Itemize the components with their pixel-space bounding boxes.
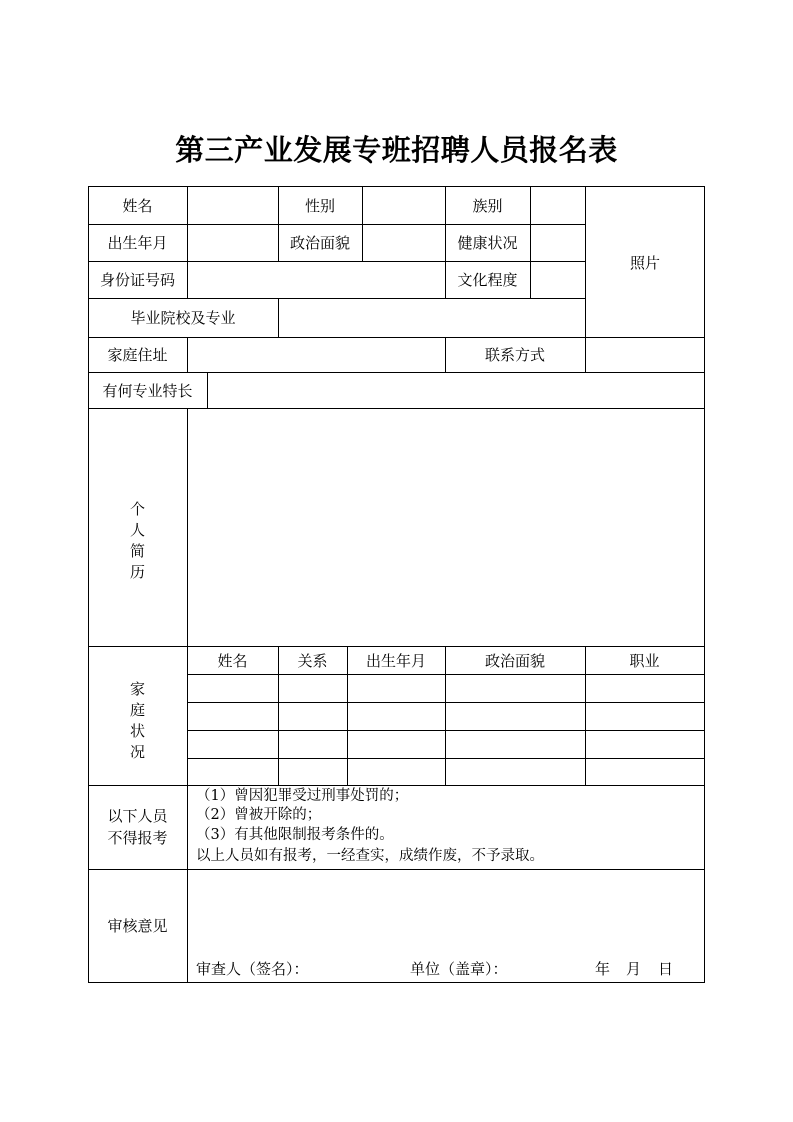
form-title: 第三产业发展专班招聘人员报名表 xyxy=(175,133,618,167)
review-year: 年 xyxy=(595,960,611,978)
family-col-relation: 关系 xyxy=(297,651,328,670)
resume-label-char: 人 xyxy=(129,521,145,539)
id-number-label: 身份证号码 xyxy=(99,271,175,289)
restriction-item: （3）有其他限制报考条件的。 xyxy=(196,827,394,843)
review-input[interactable] xyxy=(188,870,704,950)
family-row[interactable] xyxy=(188,675,704,702)
family-row[interactable] xyxy=(188,759,704,785)
table-border-right xyxy=(704,186,705,983)
review-day: 日 xyxy=(658,960,674,978)
birth-input[interactable] xyxy=(188,225,278,261)
contact-input[interactable] xyxy=(586,338,704,372)
restriction-note: 以上人员如有报考，一经查实，成绩作废，不予录取。 xyxy=(196,848,544,864)
education-label: 文化程度 xyxy=(457,271,518,289)
family-col-political: 政治面貌 xyxy=(484,651,545,670)
specialty-label: 有何专业特长 xyxy=(102,381,193,400)
ethnicity-label: 族别 xyxy=(472,196,503,215)
contact-label: 联系方式 xyxy=(484,346,545,364)
address-input[interactable] xyxy=(188,338,445,372)
gender-input[interactable] xyxy=(363,187,445,224)
resume-label-char: 个 xyxy=(129,500,145,518)
school-major-label: 毕业院校及专业 xyxy=(130,309,236,327)
address-label: 家庭住址 xyxy=(107,346,168,364)
review-month: 月 xyxy=(626,960,642,978)
restriction-item: （1）曾因犯罪受过刑事处罚的； xyxy=(196,788,409,804)
education-input[interactable] xyxy=(531,262,585,298)
review-label: 审核意见 xyxy=(107,917,168,935)
restriction-item: （2）曾被开除的； xyxy=(196,807,322,823)
restriction-label-line: 不得报考 xyxy=(107,829,168,847)
name-input[interactable] xyxy=(188,187,278,224)
family-label-char: 况 xyxy=(129,742,145,761)
specialty-input[interactable] xyxy=(208,373,704,408)
id-number-input[interactable] xyxy=(188,262,445,298)
restriction-label xyxy=(88,785,187,869)
resume-label xyxy=(88,408,187,646)
photo-box[interactable]: 照片 xyxy=(629,253,660,272)
family-label-char: 家 xyxy=(129,679,145,698)
reviewer-signature-label: 审查人（签名）： xyxy=(196,960,309,978)
family-label-char: 状 xyxy=(129,721,145,740)
family-col-occupation: 职业 xyxy=(629,651,660,670)
family-label-char: 庭 xyxy=(129,700,145,719)
health-label: 健康状况 xyxy=(457,234,518,252)
restriction-label-line: 以下人员 xyxy=(107,807,168,825)
family-row[interactable] xyxy=(188,731,704,758)
family-col-birth: 出生年月 xyxy=(365,651,426,670)
table-border-bottom xyxy=(88,982,705,983)
political-input[interactable] xyxy=(363,225,445,261)
unit-seal-label: 单位（盖章）： xyxy=(410,960,508,978)
birth-label: 出生年月 xyxy=(107,234,168,252)
resume-label-char: 历 xyxy=(129,563,145,581)
resume-label-char: 简 xyxy=(129,542,145,560)
political-label: 政治面貌 xyxy=(289,234,350,252)
ethnicity-input[interactable] xyxy=(531,187,585,224)
family-col-name: 姓名 xyxy=(217,651,248,670)
resume-input[interactable] xyxy=(188,409,704,646)
family-label xyxy=(88,646,187,785)
school-major-input[interactable] xyxy=(279,299,585,337)
name-label: 姓名 xyxy=(122,196,153,215)
health-input[interactable] xyxy=(531,225,585,261)
family-row[interactable] xyxy=(188,703,704,730)
gender-label: 性别 xyxy=(304,196,335,215)
